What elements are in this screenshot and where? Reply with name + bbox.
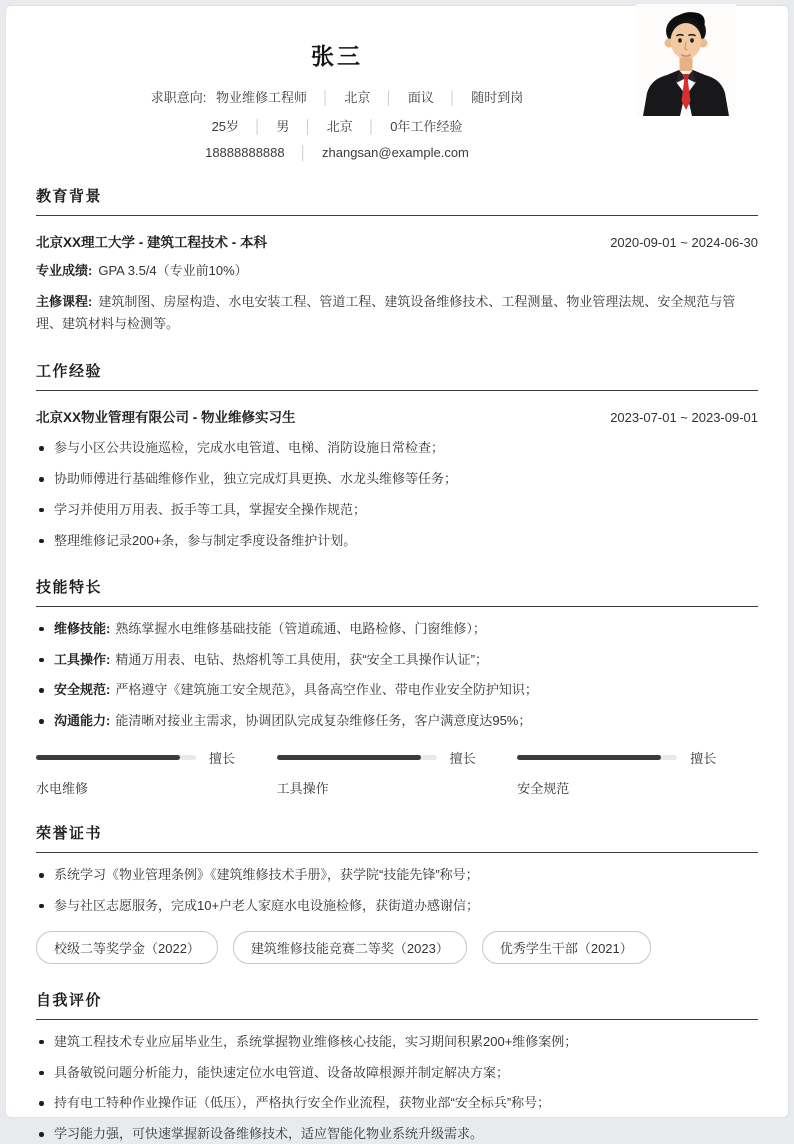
skill-bullet	[36, 651, 758, 670]
phone-number: 18888888888	[205, 145, 285, 160]
skill-text: 精通万用表、电钻、热熔机等工具使用，获“安全工具操作认证”；	[115, 651, 489, 667]
section-work-experience	[36, 360, 758, 550]
separator: │	[385, 90, 394, 105]
separator: │	[253, 119, 262, 134]
education-entry-title: 北京XX理工大学 - 建筑工程技术 - 本科	[36, 235, 268, 250]
job-intent-city: 北京	[344, 90, 371, 105]
skill-label: 工具操作:	[54, 651, 111, 667]
skill-label: 维修技能:	[54, 620, 111, 636]
section-skills	[36, 576, 758, 797]
profile-line	[36, 116, 638, 135]
separator: │	[299, 145, 308, 160]
separator: │	[448, 90, 457, 105]
skill-text: 能清晰对接业主需求，协调团队完成复杂维修任务，客户满意度达95%；	[115, 713, 532, 729]
honors-bullet-list	[36, 866, 758, 916]
skill-bar-group	[517, 748, 758, 797]
skill-text: 严格遵守《建筑施工安全规范》，具备高空作业、带电作业安全防护知识；	[115, 682, 538, 698]
section-title-education: 教育背景	[36, 185, 758, 216]
gpa-value: GPA 3.5/4（专业前10%）	[98, 263, 248, 278]
award-tag: 优秀学生干部（2021）	[482, 931, 651, 964]
skill-bar-track	[517, 755, 677, 760]
header-text-block	[36, 38, 638, 160]
resume-page	[5, 5, 789, 1142]
award-tag: 建筑维修技能竞赛二等奖（2023）	[233, 931, 467, 964]
skill-bars	[36, 748, 758, 797]
education-gpa-line	[36, 260, 758, 282]
skills-bullet-list	[36, 620, 758, 731]
skill-bullet	[36, 681, 758, 700]
honor-bullet: 参与社区志愿服务，完成10+户老人家庭水电设施检修，获街道办感谢信；	[36, 897, 758, 916]
section-title-work: 工作经验	[36, 360, 758, 391]
work-bullet-list	[36, 439, 758, 550]
section-title-self-evaluation: 自我评价	[36, 989, 758, 1020]
skill-bar-row	[277, 748, 518, 767]
self-evaluation-bullet: 具备敏锐问题分析能力，能快速定位水电管道、设备故障根源并制定解决方案；	[36, 1064, 758, 1083]
skill-bar-name: 水电维修	[36, 781, 89, 797]
job-intent-line	[36, 87, 638, 106]
section-title-honors: 荣誉证书	[36, 822, 758, 853]
skill-bar-fill	[277, 755, 421, 760]
education-date-range: 2020-09-01 ~ 2024-06-30	[610, 235, 758, 250]
gpa-label: 专业成绩:	[36, 263, 93, 278]
section-title-skills: 技能特长	[36, 576, 758, 607]
self-evaluation-bullet-list	[36, 1033, 758, 1144]
skill-level-label: 擅长	[449, 751, 476, 767]
award-tag: 校级二等奖学金（2022）	[36, 931, 218, 964]
honor-bullet: 系统学习《物业管理条例》《建筑维修技术手册》，获学院“技能先锋”称号；	[36, 866, 758, 885]
skill-level-label: 擅长	[690, 751, 717, 767]
work-entry-title: 北京XX物业管理有限公司 - 物业维修实习生	[36, 410, 296, 426]
work-bullet: 协助师傅进行基础维修作业，独立完成灯具更换、水龙头维修等任务；	[36, 470, 758, 489]
section-self-evaluation	[36, 989, 758, 1144]
skill-bar-name: 安全规范	[517, 781, 570, 797]
profile-photo	[636, 4, 736, 116]
skill-bar-track	[36, 755, 196, 760]
skill-bar-group	[36, 748, 277, 797]
skill-text: 熟练掌握水电维修基础技能（管道疏通、电路检修、门窗维修）；	[115, 620, 486, 636]
education-entry-head	[36, 231, 758, 251]
skill-level-label: 擅长	[209, 751, 236, 767]
profile-age: 25岁	[211, 119, 240, 134]
profile-photo-illustration	[636, 4, 736, 116]
profile-city: 北京	[326, 119, 353, 134]
self-evaluation-bullet: 建筑工程技术专业应届毕业生，系统掌握物业维修核心技能，实习期间积累200+维修案例；	[36, 1033, 758, 1052]
profile-gender: 男	[276, 119, 290, 134]
section-honors	[36, 822, 758, 964]
job-intent-label: 求职意向:	[150, 90, 207, 105]
work-bullet: 参与小区公共设施巡检，完成水电管道、电梯、消防设施日常检查；	[36, 439, 758, 458]
self-evaluation-bullet: 学习能力强，可快速掌握新设备维修技术，适应智能化物业系统升级需求。	[36, 1125, 758, 1144]
skill-bar-row	[36, 748, 277, 767]
skill-bullet	[36, 712, 758, 731]
separator: │	[321, 90, 330, 105]
courses-label: 主修课程:	[36, 294, 93, 310]
work-entry-head	[36, 406, 758, 426]
separator: │	[304, 119, 313, 134]
self-evaluation-bullet: 持有电工特种作业操作证（低压），严格执行安全作业流程，获物业部“安全标兵”称号；	[36, 1094, 758, 1113]
section-education	[36, 185, 758, 335]
job-intent-availability: 随时到岗	[471, 90, 524, 105]
contact-line	[36, 145, 638, 160]
skill-bar-row	[517, 748, 758, 767]
work-bullet: 学习并使用万用表、扳手等工具，掌握安全操作规范；	[36, 501, 758, 520]
skill-bar-name: 工具操作	[276, 781, 329, 797]
skill-label: 安全规范:	[54, 682, 111, 698]
work-date-range: 2023-07-01 ~ 2023-09-01	[610, 410, 758, 426]
skill-bar-group	[277, 748, 518, 797]
skill-label: 沟通能力:	[54, 713, 111, 729]
work-bullet: 整理维修记录200+条，参与制定季度设备维护计划。	[36, 532, 758, 551]
skill-bar-track	[277, 755, 437, 760]
resume-header	[36, 6, 758, 160]
separator: │	[367, 119, 376, 134]
skill-bar-fill	[517, 755, 661, 760]
email-address: zhangsan@example.com	[322, 145, 469, 160]
education-courses-line	[36, 291, 758, 335]
award-tag-list	[36, 931, 758, 964]
job-intent-salary: 面议	[407, 90, 434, 105]
courses-value: 建筑制图、房屋构造、水电安装工程、管道工程、建筑设备维修技术、工程测量、物业管理法规、安全规范与管理、建筑材料与检测等。	[36, 294, 736, 332]
skill-bullet	[36, 620, 758, 639]
profile-experience: 0年工作经验	[390, 119, 463, 134]
job-intent-position: 物业维修工程师	[216, 90, 308, 105]
candidate-name: 张三	[311, 43, 363, 69]
skill-bar-fill	[36, 755, 180, 760]
